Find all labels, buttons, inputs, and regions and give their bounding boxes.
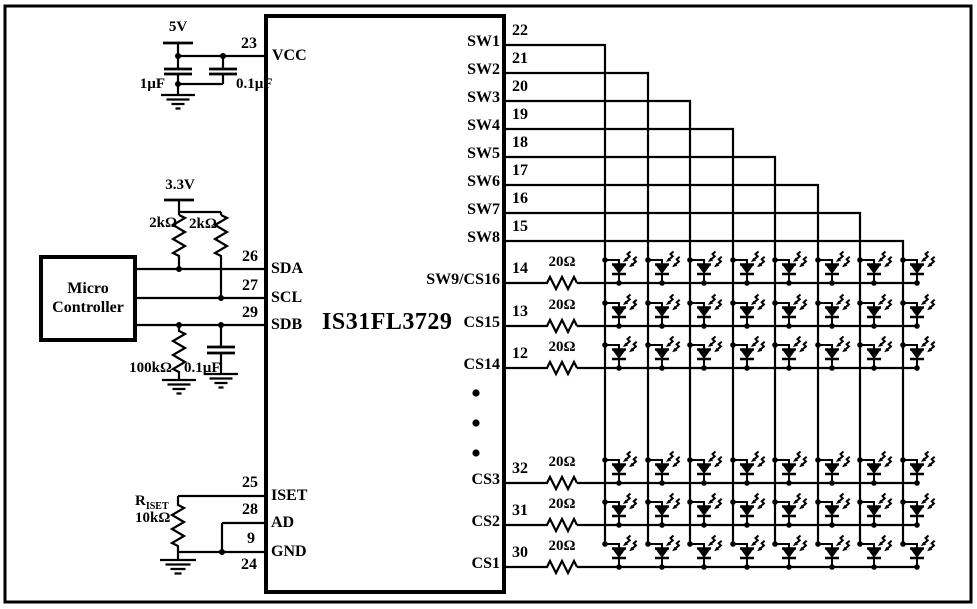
cap-01uf-label: 0.1µF bbox=[236, 76, 273, 92]
led-icon bbox=[730, 337, 765, 371]
pin-12-number: 12 bbox=[512, 345, 528, 362]
pin-32-number: 32 bbox=[512, 460, 528, 477]
led-icon bbox=[645, 252, 680, 286]
led-icon bbox=[687, 295, 722, 329]
led-icon bbox=[645, 337, 680, 371]
pin-14-number: 14 bbox=[512, 260, 528, 277]
ellipsis-dots bbox=[472, 389, 479, 456]
pin-20-number: 20 bbox=[512, 78, 528, 95]
led-icon bbox=[815, 452, 850, 486]
led-icon bbox=[602, 494, 637, 528]
led-icon bbox=[772, 337, 807, 371]
pin-iset-label: ISET bbox=[271, 487, 308, 504]
led-icon bbox=[730, 452, 765, 486]
3v3-rail-label: 3.3V bbox=[165, 177, 195, 193]
led-icon bbox=[645, 295, 680, 329]
cs1-resistor-label: 20Ω bbox=[548, 538, 576, 554]
led-icon bbox=[772, 494, 807, 528]
sdb-cap-label: 0.1µF bbox=[184, 360, 221, 376]
led-icon bbox=[687, 536, 722, 570]
led-icon bbox=[645, 536, 680, 570]
cs14-resistor-label: 20Ω bbox=[548, 339, 576, 355]
riset-name-label: $R_{ISET}$ bbox=[135, 493, 169, 512]
riset-value-label: 10kΩ bbox=[135, 510, 171, 526]
sdb-pulldown-label: 100kΩ bbox=[129, 360, 172, 376]
led-icon bbox=[857, 295, 892, 329]
pin-gnd-label: GND bbox=[271, 543, 307, 560]
pin-sw6-label: SW6 bbox=[467, 173, 500, 190]
pin-cs15-label: CS15 bbox=[463, 314, 500, 331]
led-icon bbox=[687, 452, 722, 486]
cs2-resistor-label: 20Ω bbox=[548, 496, 576, 512]
led-icon bbox=[772, 252, 807, 286]
led-icon bbox=[900, 536, 935, 570]
pin-ad-label: AD bbox=[271, 514, 295, 531]
led-icon bbox=[857, 252, 892, 286]
led-icon bbox=[730, 536, 765, 570]
pin-sw7-label: SW7 bbox=[467, 201, 500, 218]
led-icon bbox=[815, 295, 850, 329]
led-icon bbox=[602, 337, 637, 371]
ic-part-number: IS31FL3729 bbox=[322, 309, 453, 335]
pin-28-number: 28 bbox=[242, 501, 258, 518]
microcontroller-label-line2: Controller bbox=[52, 299, 124, 316]
led-icon bbox=[772, 452, 807, 486]
led-icon bbox=[857, 494, 892, 528]
led-icon bbox=[815, 337, 850, 371]
cs15-resistor-label: 20Ω bbox=[548, 297, 576, 313]
led-icon bbox=[772, 536, 807, 570]
led-icon bbox=[645, 494, 680, 528]
led-icon bbox=[815, 252, 850, 286]
led-icon bbox=[900, 452, 935, 486]
led-icon bbox=[772, 295, 807, 329]
led-icon bbox=[730, 252, 765, 286]
pin-9-number: 9 bbox=[247, 530, 255, 547]
pin-sw4-label: SW4 bbox=[467, 117, 500, 134]
led-icon bbox=[900, 494, 935, 528]
pin-27-number: 27 bbox=[242, 277, 258, 294]
pin-cs3-label: CS3 bbox=[471, 471, 500, 488]
pin-13-number: 13 bbox=[512, 303, 528, 320]
pin-sdb-label: SDB bbox=[271, 316, 303, 333]
pin-cs14-label: CS14 bbox=[463, 356, 500, 373]
pin-vcc-label: VCC bbox=[272, 47, 307, 64]
led-icon bbox=[602, 536, 637, 570]
led-icon bbox=[857, 452, 892, 486]
cs-row-wires bbox=[504, 277, 917, 573]
pin-19-number: 19 bbox=[512, 106, 528, 123]
scl-pullup-label: 2kΩ bbox=[189, 216, 217, 232]
cap-1uf-label: 1µF bbox=[139, 76, 165, 92]
pin-sw5-label: SW5 bbox=[467, 145, 500, 162]
pin-18-number: 18 bbox=[512, 134, 528, 151]
led-icon bbox=[857, 536, 892, 570]
pin-17-number: 17 bbox=[512, 162, 528, 179]
pin-23-number: 23 bbox=[241, 35, 257, 52]
led-icon bbox=[730, 295, 765, 329]
5v-rail-label: 5V bbox=[168, 19, 188, 35]
pin-21-number: 21 bbox=[512, 50, 528, 67]
led-icon bbox=[815, 494, 850, 528]
pin-sw8-label: SW8 bbox=[467, 229, 500, 246]
pin-25-number: 25 bbox=[242, 474, 258, 491]
led-icon bbox=[687, 494, 722, 528]
pin-sw1-label: SW1 bbox=[467, 33, 500, 50]
pin-30-number: 30 bbox=[512, 544, 528, 561]
led-icon bbox=[602, 295, 637, 329]
pin-29-number: 29 bbox=[242, 304, 258, 321]
led-icon bbox=[730, 494, 765, 528]
pin-22-number: 22 bbox=[512, 22, 528, 39]
led-icon bbox=[857, 337, 892, 371]
led-matrix bbox=[602, 252, 935, 570]
sda-pullup-label: 2kΩ bbox=[149, 215, 177, 231]
pin-16-number: 16 bbox=[512, 190, 528, 207]
led-icon bbox=[900, 252, 935, 286]
led-icon bbox=[687, 337, 722, 371]
led-icon bbox=[602, 452, 637, 486]
led-icon bbox=[815, 536, 850, 570]
pin-26-number: 26 bbox=[242, 248, 258, 265]
pin-sw9cs16-label: SW9/CS16 bbox=[426, 271, 500, 288]
led-icon bbox=[900, 337, 935, 371]
led-icon bbox=[687, 252, 722, 286]
pin-scl-label: SCL bbox=[271, 289, 303, 306]
sdb-rc-circuit bbox=[162, 322, 238, 394]
pin-cs2-label: CS2 bbox=[471, 513, 500, 530]
cs16-resistor-label: 20Ω bbox=[548, 254, 576, 270]
pin-24-number: 24 bbox=[241, 556, 257, 573]
pin-15-number: 15 bbox=[512, 218, 528, 235]
pin-31-number: 31 bbox=[512, 502, 528, 519]
led-icon bbox=[645, 452, 680, 486]
led-icon bbox=[602, 252, 637, 286]
cs3-resistor-label: 20Ω bbox=[548, 454, 576, 470]
pin-cs1-label: CS1 bbox=[471, 555, 500, 572]
pin-sw2-label: SW2 bbox=[467, 61, 500, 78]
pin-sda-label: SDA bbox=[271, 260, 304, 277]
led-icon bbox=[900, 295, 935, 329]
microcontroller-block bbox=[39, 255, 137, 342]
pin-sw3-label: SW3 bbox=[467, 89, 500, 106]
microcontroller-label-line1: Micro bbox=[67, 280, 109, 297]
